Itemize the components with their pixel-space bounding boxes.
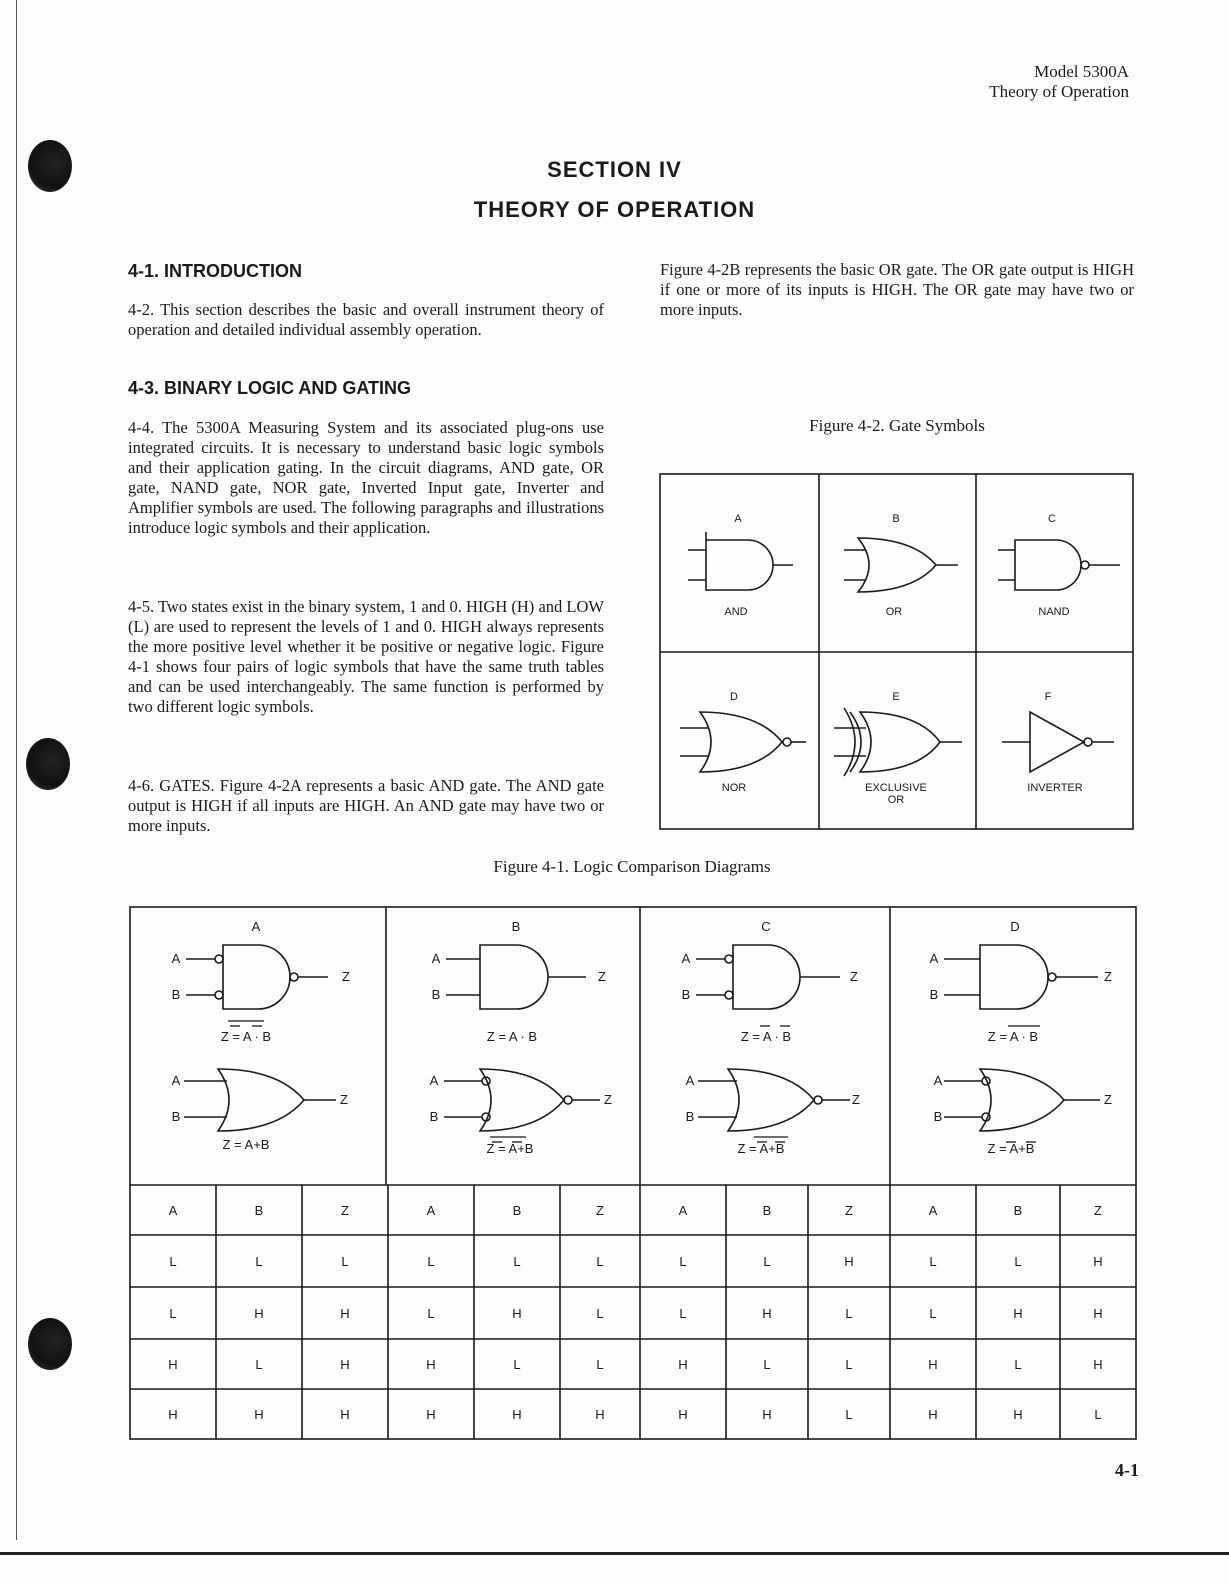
truth-table-cell: H	[254, 1407, 264, 1422]
figure-4-2-caption: Figure 4-2. Gate Symbols	[809, 416, 985, 435]
truth-table-cell: H	[1013, 1407, 1023, 1422]
panel-a-in1: A	[171, 951, 181, 966]
truth-table-header-cell: Z	[596, 1203, 604, 1218]
punch-hole-middle	[26, 738, 70, 790]
header-section: Theory of Operation	[989, 82, 1129, 101]
truth-table-cell: H	[928, 1357, 938, 1372]
truth-table-cell: L	[513, 1357, 521, 1372]
inverter-gate-symbol	[1002, 712, 1114, 772]
fig42-label-exclusive-or: OR	[887, 794, 905, 806]
nor-gate-symbol	[680, 712, 806, 772]
truth-table-header-cell: B	[512, 1203, 522, 1218]
panel-b-in1: A	[431, 951, 441, 966]
truth-table-cell: L	[679, 1306, 687, 1321]
panel-d-eq2: Z = A+B	[987, 1141, 1035, 1156]
panel-a-letter: A	[251, 919, 261, 934]
truth-table-cell: H	[512, 1306, 522, 1321]
panel-a-eq1: Z = A · B	[220, 1029, 272, 1044]
panel-a-in2-or: B	[171, 1109, 181, 1124]
truth-table-cell: L	[341, 1254, 349, 1269]
truth-table-cell: L	[169, 1254, 177, 1269]
truth-table-cell: H	[426, 1407, 436, 1422]
section-number: SECTION IV	[547, 157, 682, 182]
binding-margin-line	[16, 0, 17, 1540]
paragraph-or-gate: Figure 4-2B represents the basic OR gate. The OR gate output is HIGH if one or more of its inputs is HIGH. The OR gate may have two or more inputs.	[660, 260, 1134, 319]
fig42-label-nor: NOR	[721, 782, 747, 794]
truth-table-cell: L	[679, 1254, 687, 1269]
panel-d-in2: B	[929, 987, 939, 1002]
panel-b-out: Z	[598, 969, 606, 984]
figure-4-1-caption: Figure 4-1. Logic Comparison Diagrams	[493, 857, 771, 876]
truth-table-cell: L	[1014, 1254, 1022, 1269]
panel-c-letter: C	[761, 919, 771, 934]
truth-table-cell: H	[1013, 1306, 1023, 1321]
truth-table-cell: L	[845, 1357, 853, 1372]
fig42-label-exclusive: EXCLUSIVE	[865, 782, 927, 794]
header-model: Model 5300A	[1034, 62, 1129, 81]
truth-table-cell: H	[340, 1407, 350, 1422]
truth-table-cell: H	[168, 1357, 178, 1372]
truth-table-cell: H	[426, 1357, 436, 1372]
truth-table-cell: H	[595, 1407, 605, 1422]
truth-table-cell: L	[929, 1254, 937, 1269]
heading-introduction: 4-1. INTRODUCTION	[128, 261, 303, 281]
equation-overbars	[228, 1021, 1040, 1142]
panel-d-out-or: Z	[1104, 1092, 1112, 1107]
truth-table-header-cell: B	[1013, 1203, 1023, 1218]
panel-d-in2-or: B	[933, 1109, 943, 1124]
fig42-letter-a: A	[734, 513, 742, 525]
truth-table-cell: H	[254, 1306, 264, 1321]
truth-table-cell: L	[596, 1357, 604, 1372]
heading-binary-logic: 4-3. BINARY LOGIC AND GATING	[128, 378, 412, 398]
panel-b-in1-or: A	[429, 1073, 439, 1088]
truth-table-cell: L	[596, 1254, 604, 1269]
section-title: THEORY OF OPERATION	[473, 197, 756, 222]
and-gate-symbol	[688, 532, 793, 590]
panel-d-letter: D	[1010, 919, 1020, 934]
panel-d-out: Z	[1104, 969, 1112, 984]
truth-table-header-cell: A	[678, 1203, 688, 1218]
panel-c-in2: B	[681, 987, 691, 1002]
truth-table-cell: H	[844, 1254, 854, 1269]
truth-table-cell: L	[929, 1306, 937, 1321]
panel-b-letter: B	[511, 919, 521, 934]
truth-table-header-cell: A	[426, 1203, 436, 1218]
panel-a-out: Z	[342, 969, 350, 984]
fig42-letter-c: C	[1048, 513, 1056, 525]
fig42-letter-f: F	[1044, 691, 1052, 703]
truth-table-cell: H	[762, 1306, 772, 1321]
fig42-label-nand: NAND	[1038, 606, 1070, 618]
panel-b-in2: B	[431, 987, 441, 1002]
panel-a-in1-or: A	[171, 1073, 181, 1088]
fig42-letter-e: E	[892, 691, 900, 703]
panel-a-eq2: Z = A+B	[222, 1137, 270, 1152]
panel-c-in1-or: A	[685, 1073, 695, 1088]
truth-table-cell: H	[1093, 1254, 1103, 1269]
fig42-letter-b: B	[892, 513, 900, 525]
truth-table-cell: H	[512, 1407, 522, 1422]
panel-a-in2: B	[171, 987, 181, 1002]
panel-a-out-or: Z	[340, 1092, 348, 1107]
panel-c-eq2: Z = A+B	[737, 1141, 785, 1156]
truth-table-cell: L	[255, 1357, 263, 1372]
truth-table-cell: L	[763, 1254, 771, 1269]
truth-table-cell: H	[762, 1407, 772, 1422]
panel-b-in2-or: B	[429, 1109, 439, 1124]
bottom-edge-rule	[0, 1552, 1229, 1555]
panel-b-eq1: Z = A · B	[486, 1029, 538, 1044]
truth-table-cell: L	[845, 1306, 853, 1321]
panel-c-in2-or: B	[685, 1109, 695, 1124]
truth-table-cell: H	[340, 1357, 350, 1372]
panel-c-out-or: Z	[852, 1092, 860, 1107]
panel-b-out-or: Z	[604, 1092, 612, 1107]
paragraph-4-2: 4-2. This section describes the basic and overall instrument theory of operation and detailed individual assembly operation.	[128, 300, 604, 339]
panel-d-in1: A	[929, 951, 939, 966]
truth-table-cell: L	[845, 1407, 853, 1422]
figure-4-2-gate-symbols	[658, 472, 1136, 832]
truth-table-header-cell: Z	[845, 1203, 853, 1218]
truth-table-cell: H	[340, 1306, 350, 1321]
or-gate-symbol	[844, 538, 958, 592]
truth-table-header-cell: A	[168, 1203, 178, 1218]
figure-4-1-logic-comparison	[128, 905, 1140, 1445]
truth-table-header-cell: Z	[341, 1203, 349, 1218]
truth-table-cell: L	[255, 1254, 263, 1269]
truth-table-cell: L	[1014, 1357, 1022, 1372]
truth-table-cell: H	[1093, 1357, 1103, 1372]
truth-table-cell: L	[427, 1306, 435, 1321]
punch-hole-bottom	[28, 1318, 72, 1370]
truth-table-header-cell: Z	[1094, 1203, 1102, 1218]
nand-gate-symbol	[998, 540, 1120, 590]
panel-d-in1-or: A	[933, 1073, 943, 1088]
panel-c-eq1: Z = A · B	[740, 1029, 792, 1044]
panel-b-eq2: Z = A+B	[486, 1141, 534, 1156]
paragraph-4-5: 4-5. Two states exist in the binary system, 1 and 0. HIGH (H) and LOW (L) are used to represent the levels of 1 and 0. HIGH always represents the more positive level whether it be positive or negative logic. Figure 4-1 shows four pairs of logic symbols that have the same truth tables and can be used interchangeably. The same function is performed by two different logic symbols.	[128, 597, 604, 716]
truth-table-cell: L	[596, 1306, 604, 1321]
truth-table-cell: H	[678, 1357, 688, 1372]
panel-d-eq1: Z = A · B	[987, 1029, 1039, 1044]
fig42-label-or: OR	[885, 606, 903, 618]
panel-c-out: Z	[850, 969, 858, 984]
page-number: 4-1	[1115, 1460, 1139, 1480]
paragraph-4-4: 4-4. The 5300A Measuring System and its associated plug-ons use integrated circuits. It is necessary to understand basic logic symbols and their application gating. In the circuit diagrams, AND gate, OR gate, NAND gate, NOR gate, Inverted Input gate, Inverter and Amplifier symbols are used. The following paragraphs and illustrations introduce logic symbols and their application.	[128, 418, 604, 537]
truth-table-cell: L	[1094, 1407, 1102, 1422]
truth-table-header-cell: B	[762, 1203, 772, 1218]
truth-table-header-cell: B	[254, 1203, 264, 1218]
page-header	[989, 62, 1129, 102]
panel-c-in1: A	[681, 951, 691, 966]
truth-table-cell: L	[169, 1306, 177, 1321]
truth-table-header-cell: A	[928, 1203, 938, 1218]
truth-table-grid	[130, 1185, 1136, 1439]
exclusive-or-gate-symbol	[834, 708, 962, 776]
truth-table-cell: L	[763, 1357, 771, 1372]
truth-table-cell: H	[168, 1407, 178, 1422]
fig42-label-and: AND	[724, 606, 748, 618]
truth-table-cell: H	[1093, 1306, 1103, 1321]
truth-table-cell: H	[678, 1407, 688, 1422]
truth-table-cell: L	[427, 1254, 435, 1269]
truth-table-cell: L	[513, 1254, 521, 1269]
paragraph-4-6: 4-6. GATES. Figure 4-2A represents a basic AND gate. The AND gate output is HIGH if all inputs are HIGH. An AND gate may have two or more inputs.	[128, 776, 604, 835]
truth-table-cell: H	[928, 1407, 938, 1422]
fig42-label-inverter: INVERTER	[1027, 782, 1083, 794]
fig42-letter-d: D	[730, 691, 738, 703]
